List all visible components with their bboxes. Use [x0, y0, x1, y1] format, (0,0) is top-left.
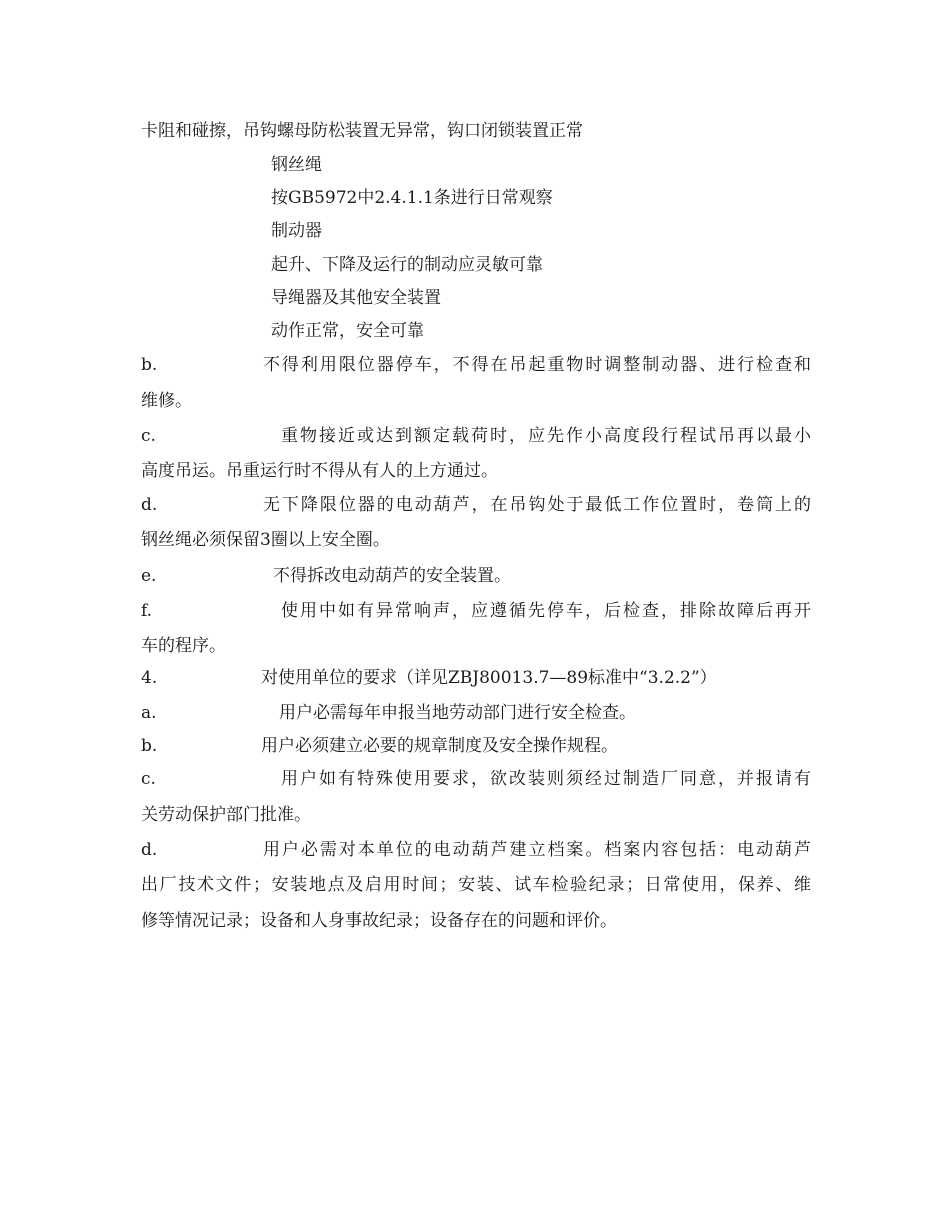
usage-rule-b-continuation: 维修。 — [141, 391, 192, 411]
list-marker: d. — [141, 840, 158, 860]
section-4-title: 对使用单位的要求（详见ZBJ80013.7—89标准中“3.2.2”） — [261, 668, 717, 688]
usage-rule-f-text: 使用中如有异常响声，应遵循先停车，后检查，排除故障后再开 — [279, 601, 811, 621]
user-requirement-b-text: 用户必须建立必要的规章制度及安全操作规程。 — [261, 736, 618, 756]
usage-rule-f — [141, 600, 811, 622]
usage-rule-d — [141, 494, 811, 516]
section-4-heading — [141, 667, 811, 689]
user-requirement-b — [141, 735, 811, 757]
list-marker: e. — [141, 566, 157, 586]
usage-rule-b-text: 不得利用限位器停车，不得在吊起重物时调整制动器、进行检查和 — [261, 355, 811, 375]
brake-requirement: 起升、下降及运行的制动应灵敏可靠 — [271, 255, 543, 275]
list-marker: b. — [141, 736, 158, 756]
list-marker: d. — [141, 495, 158, 515]
list-marker: b. — [141, 355, 158, 375]
usage-rule-b — [141, 354, 811, 376]
list-marker: c. — [141, 426, 156, 446]
usage-rule-d-continuation: 钢丝绳必须保留3圈以上安全圈。 — [141, 530, 390, 550]
list-marker: a. — [141, 703, 157, 723]
user-requirement-a-text: 用户必需每年申报当地劳动部门进行安全检查。 — [279, 703, 636, 723]
user-requirement-c-continuation: 关劳动保护部门批准。 — [141, 805, 311, 825]
user-requirement-c — [141, 768, 811, 790]
user-requirement-d-continuation-2: 修等情况记录；设备和人身事故纪录；设备存在的问题和评价。 — [141, 911, 617, 931]
list-marker: c. — [141, 769, 156, 789]
wire-rope-requirement: 按GB5972中2.4.1.1条进行日常观察 — [271, 188, 553, 208]
usage-rule-f-continuation: 车的程序。 — [141, 636, 226, 656]
user-requirement-c-text: 用户如有特殊使用要求，欲改装则须经过制造厂同意，并报请有 — [279, 769, 811, 789]
usage-rule-e-text: 不得拆改电动葫芦的安全装置。 — [273, 566, 511, 586]
wire-rope-label: 钢丝绳 — [271, 155, 322, 175]
list-marker: f. — [141, 601, 153, 621]
usage-rule-c-continuation: 高度吊运。吊重运行时不得从有人的上方通过。 — [141, 461, 498, 481]
brake-label: 制动器 — [271, 221, 322, 241]
hook-requirement-continuation: 卡阻和碰擦，吊钩螺母防松装置无异常，钩口闭锁装置正常 — [141, 121, 583, 141]
section-number: 4. — [141, 668, 158, 688]
usage-rule-d-text: 无下降限位器的电动葫芦，在吊钩处于最低工作位置时，卷筒上的 — [261, 495, 811, 515]
user-requirement-d — [141, 839, 811, 861]
user-requirement-d-text: 用户必需对本单位的电动葫芦建立档案。档案内容包括：电动葫芦 — [261, 840, 811, 860]
user-requirement-a — [141, 702, 811, 724]
guide-device-requirement: 动作正常，安全可靠 — [271, 321, 424, 341]
guide-device-label: 导绳器及其他安全装置 — [271, 288, 441, 308]
usage-rule-c — [141, 425, 811, 447]
usage-rule-c-text: 重物接近或达到额定载荷时，应先作小高度段行程试吊再以最小 — [279, 426, 811, 446]
user-requirement-d-continuation-1: 出厂技术文件；安装地点及启用时间；安装、试车检验纪录；日常使用，保养、维 — [141, 875, 811, 895]
usage-rule-e — [141, 565, 811, 587]
